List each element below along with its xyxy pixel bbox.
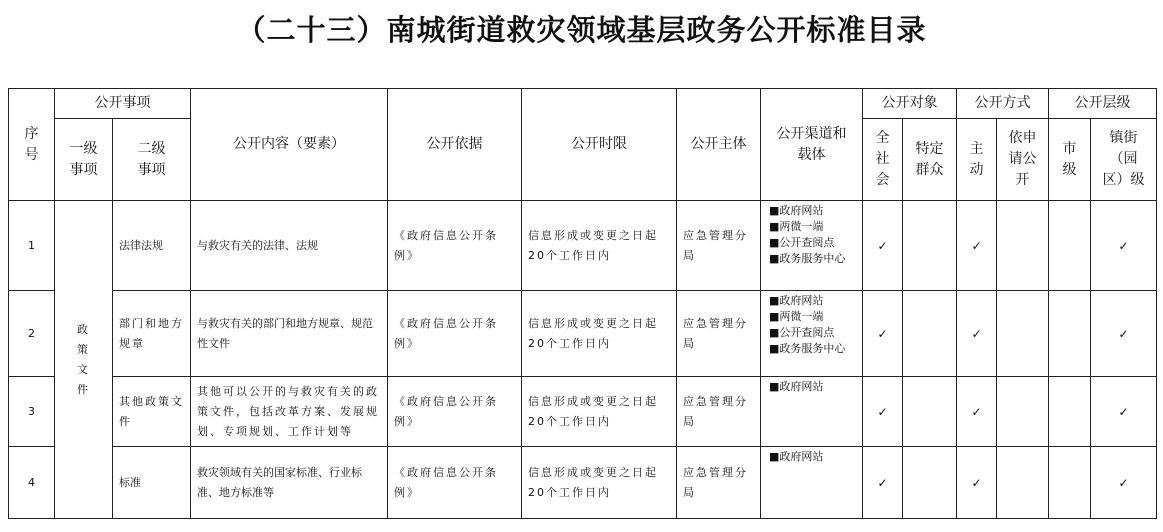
empty-method-request xyxy=(997,201,1049,291)
header-time-limit: 公开时限 xyxy=(522,89,677,201)
check-target-all: ✓ xyxy=(863,377,903,447)
row-subject: 应急管理分局 xyxy=(677,447,761,519)
empty-method-request xyxy=(997,447,1049,519)
header-method-active: 主动 xyxy=(957,119,997,201)
catalog-table xyxy=(8,88,1157,519)
check-method-active: ✓ xyxy=(957,201,997,291)
channel-item: ■公开查阅点 xyxy=(769,236,835,249)
row-level2: 法律法规 xyxy=(113,201,191,291)
row-subject: 应急管理分局 xyxy=(677,291,761,377)
check-scope-town: ✓ xyxy=(1091,291,1157,377)
row-content: 与救灾有关的部门和地方规章、规范性文件 xyxy=(191,291,388,377)
header-target-specific: 特定群众 xyxy=(903,119,957,201)
row-seq: 4 xyxy=(9,447,55,519)
check-method-active: ✓ xyxy=(957,377,997,447)
row-basis: 《政府信息公开条例》 xyxy=(388,291,522,377)
header-target-all: 全社会 xyxy=(863,119,903,201)
header-channel: 公开渠道和载体 xyxy=(761,89,863,201)
row-subject: 应急管理分局 xyxy=(677,377,761,447)
check-scope-town: ✓ xyxy=(1091,377,1157,447)
header-content: 公开内容（要素） xyxy=(191,89,388,201)
table-row xyxy=(9,291,1157,377)
empty-scope-city xyxy=(1049,447,1091,519)
header-level2: 二级事项 xyxy=(113,119,191,201)
empty-target-specific xyxy=(903,291,957,377)
channel-item: ■政府网站 xyxy=(769,380,824,393)
row-seq: 3 xyxy=(9,377,55,447)
row-time-limit: 信息形成或变更之日起20个工作日内 xyxy=(522,447,677,519)
channel-item: ■两微一端 xyxy=(769,220,824,233)
empty-target-specific xyxy=(903,377,957,447)
row-channels xyxy=(761,447,863,519)
empty-method-request xyxy=(997,291,1049,377)
empty-method-request xyxy=(997,377,1049,447)
row-level2: 标准 xyxy=(113,447,191,519)
empty-target-specific xyxy=(903,201,957,291)
header-scope-city: 市级 xyxy=(1049,119,1091,201)
empty-scope-city xyxy=(1049,201,1091,291)
row-content: 救灾领域有关的国家标准、行业标准、地方标准等 xyxy=(191,447,388,519)
row-subject: 应急管理分局 xyxy=(677,201,761,291)
row-channels xyxy=(761,377,863,447)
table-row xyxy=(9,201,1157,291)
check-target-all: ✓ xyxy=(863,201,903,291)
channel-item: ■政府网站 xyxy=(769,204,824,217)
row-level2: 部门和地方规章 xyxy=(113,291,191,377)
table-row xyxy=(9,447,1157,519)
row-time-limit: 信息形成或变更之日起20个工作日内 xyxy=(522,377,677,447)
check-scope-town: ✓ xyxy=(1091,447,1157,519)
row-basis: 《政府信息公开条例》 xyxy=(388,201,522,291)
header-level1: 一级事项 xyxy=(55,119,113,201)
check-method-active: ✓ xyxy=(957,447,997,519)
check-method-active: ✓ xyxy=(957,291,997,377)
row-channels xyxy=(761,201,863,291)
page-title: （二十三）南城街道救灾领域基层政务公开标准目录 xyxy=(236,13,927,47)
row-basis: 《政府信息公开条例》 xyxy=(388,377,522,447)
header-basis: 公开依据 xyxy=(388,89,522,201)
channel-item: ■政务服务中心 xyxy=(769,342,846,355)
row-time-limit: 信息形成或变更之日起20个工作日内 xyxy=(522,291,677,377)
header-method: 公开方式 xyxy=(957,89,1049,119)
row-content: 其他可以公开的与救灾有关的政策文件，包括改革方案、发展规划、专项规划、工作计划等 xyxy=(191,377,388,447)
channel-item: ■公开查阅点 xyxy=(769,326,835,339)
header-method-request: 依申请公开 xyxy=(997,119,1049,201)
header-target: 公开对象 xyxy=(863,89,957,119)
row-basis: 《政府信息公开条例》 xyxy=(388,447,522,519)
row-seq: 2 xyxy=(9,291,55,377)
channel-item: ■两微一端 xyxy=(769,310,824,323)
row-seq: 1 xyxy=(9,201,55,291)
table-row xyxy=(9,377,1157,447)
header-scope: 公开层级 xyxy=(1049,89,1157,119)
empty-target-specific xyxy=(903,447,957,519)
level1-cell xyxy=(55,201,113,519)
channel-item: ■政府网站 xyxy=(769,450,824,463)
channel-item: ■政务服务中心 xyxy=(769,252,846,265)
header-seq: 序号 xyxy=(9,89,55,201)
header-items: 公开事项 xyxy=(55,89,191,119)
level1-label: 政策文件 xyxy=(77,322,90,396)
row-content: 与救灾有关的法律、法规 xyxy=(191,201,388,291)
empty-scope-city xyxy=(1049,291,1091,377)
row-time-limit: 信息形成或变更之日起20个工作日内 xyxy=(522,201,677,291)
channel-item: ■政府网站 xyxy=(769,294,824,307)
header-subject: 公开主体 xyxy=(677,89,761,201)
check-target-all: ✓ xyxy=(863,447,903,519)
check-target-all: ✓ xyxy=(863,291,903,377)
row-level2: 其他政策文件 xyxy=(113,377,191,447)
header-scope-town: 镇街（园区）级 xyxy=(1091,119,1157,201)
empty-scope-city xyxy=(1049,377,1091,447)
row-channels xyxy=(761,291,863,377)
check-scope-town: ✓ xyxy=(1091,201,1157,291)
